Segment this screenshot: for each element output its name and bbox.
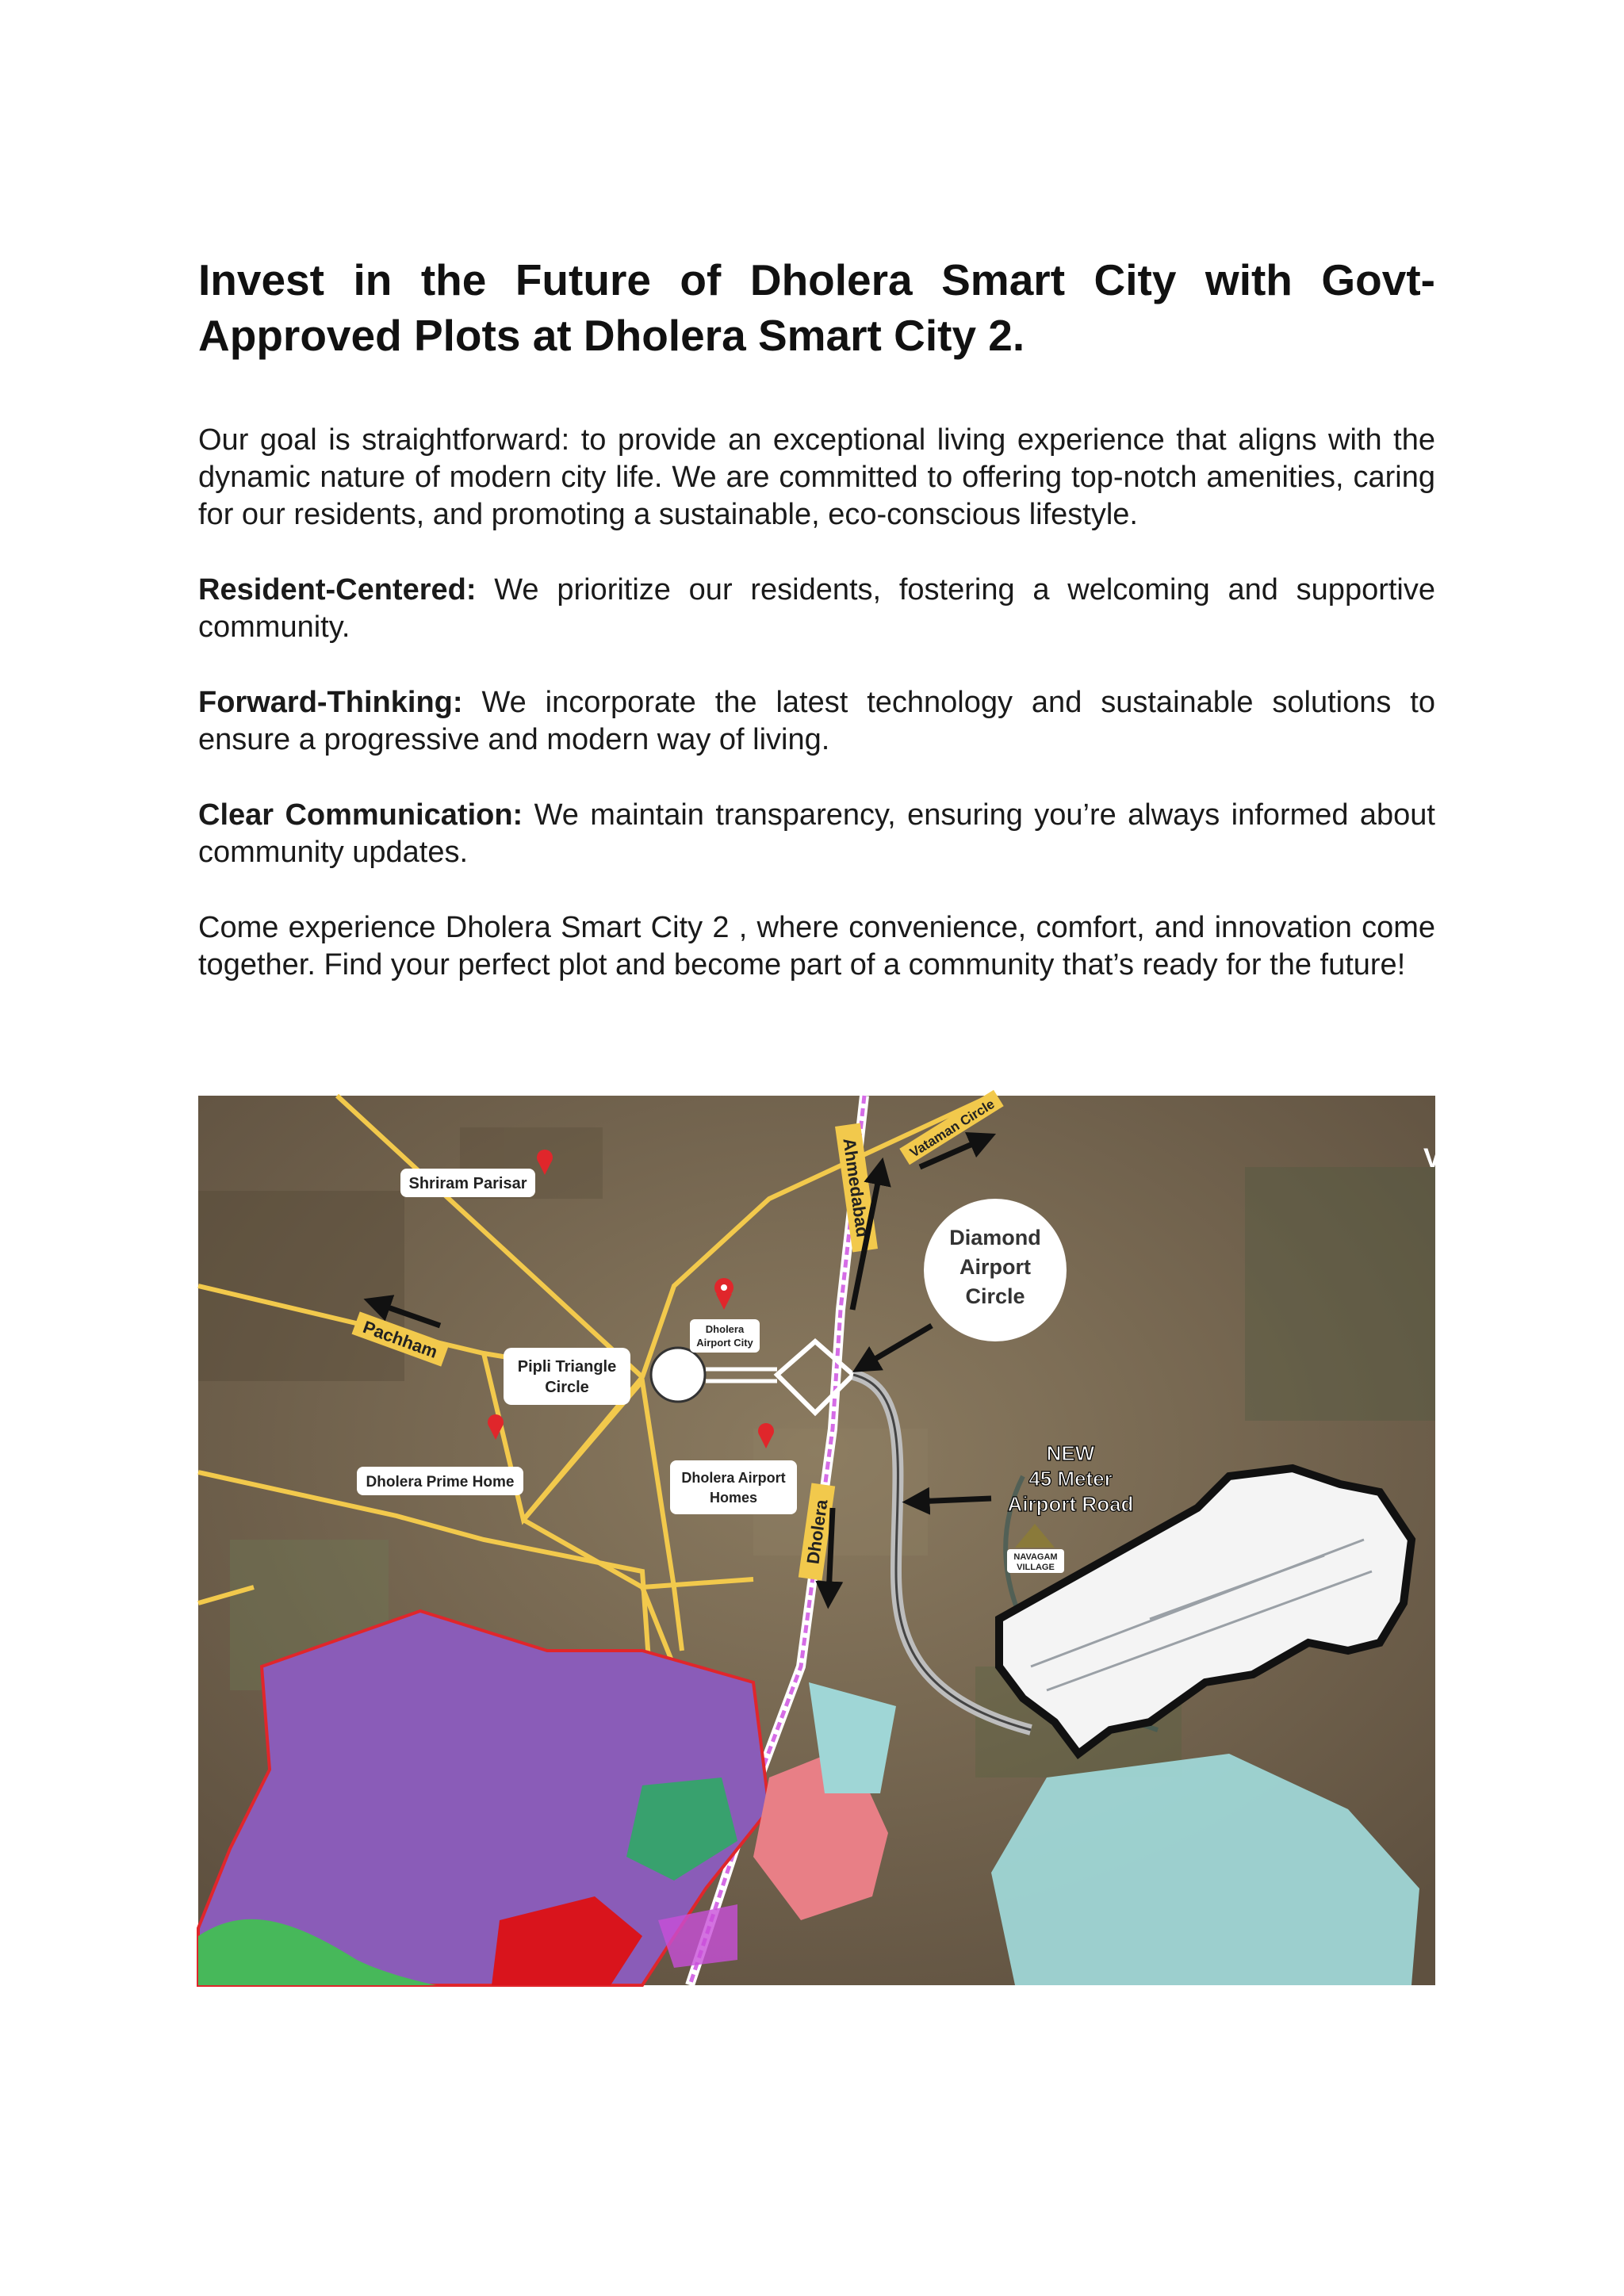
label-text: Vataman Circle: [907, 1096, 998, 1161]
label-dholera-airport-city: [690, 1319, 760, 1353]
label-text: Diamond: [949, 1226, 1041, 1249]
label-text: Pipli Triangle: [517, 1358, 617, 1376]
label-text: NAVAGAM: [1013, 1552, 1058, 1562]
page-title: Invest in the Future of Dholera Smart City with Govt-Approved Plots at Dholera Smart City 2.: [198, 255, 1435, 360]
label-text: Pachham: [360, 1316, 441, 1362]
label-text: Circle: [545, 1379, 589, 1396]
label-text: Circle: [965, 1284, 1025, 1308]
label-text: Dholera Prime Home: [366, 1474, 515, 1490]
point-label: Resident-Centered:: [198, 573, 477, 607]
point-clear-communication: [198, 797, 1435, 871]
point-label: Clear Communication:: [198, 798, 523, 832]
edge-letter: V: [1423, 1143, 1442, 1173]
label-dholera-airport-homes: [670, 1460, 797, 1514]
point-text: We prioritize our residents, fostering a welcoming and supportive community.: [198, 573, 1435, 644]
label-text: Shriram Parisar: [408, 1175, 527, 1192]
closing-paragraph: Come experience Dholera Smart City 2 , where convenience, comfort, and innovation come together. Find your perfect plot and become part of a community that’s ready for the future!: [198, 911, 1435, 982]
location-map: [198, 1096, 1442, 1985]
point-text: We incorporate the latest technology and sustainable solutions to ensure a progressive and modern way of living.: [198, 686, 1435, 756]
label-text: Airport: [959, 1255, 1031, 1279]
label-text: Dholera Airport: [681, 1470, 786, 1486]
point-forward-thinking: [198, 684, 1435, 759]
map-image: [198, 1096, 1442, 1985]
point-text: We maintain transparency, ensuring you’re always informed about community updates.: [198, 798, 1435, 869]
label-text: NEW: [1046, 1441, 1095, 1465]
label-text: Ahmedabad: [839, 1136, 873, 1239]
label-text: Dholera: [802, 1498, 832, 1566]
intro-paragraph: Our goal is straightforward: to provide an exceptional living experience that aligns with the dynamic nature of modern city life. We are committed to offering top-notch amenities, caring for our residents, and promoting a sustainable, eco-conscious lifestyle.: [198, 423, 1435, 531]
label-text: Homes: [709, 1490, 758, 1506]
article: [198, 252, 1435, 1022]
label-pipli-triangle-circle: [504, 1348, 630, 1405]
label-text: Dholera: [705, 1323, 745, 1335]
label-text: Airport City: [696, 1337, 753, 1349]
label-shriram-parisar: [400, 1169, 535, 1197]
label-text: VILLAGE: [1017, 1563, 1055, 1572]
point-label: Forward-Thinking:: [198, 686, 463, 719]
label-diamond-airport-circle: [924, 1199, 1067, 1341]
label-text: 45 Meter: [1028, 1467, 1113, 1490]
point-resident-centered: [198, 572, 1435, 646]
label-text: Airport Road: [1007, 1492, 1134, 1516]
label-dholera-prime-home: [357, 1467, 523, 1495]
pipli-circle-marker: [651, 1348, 705, 1402]
